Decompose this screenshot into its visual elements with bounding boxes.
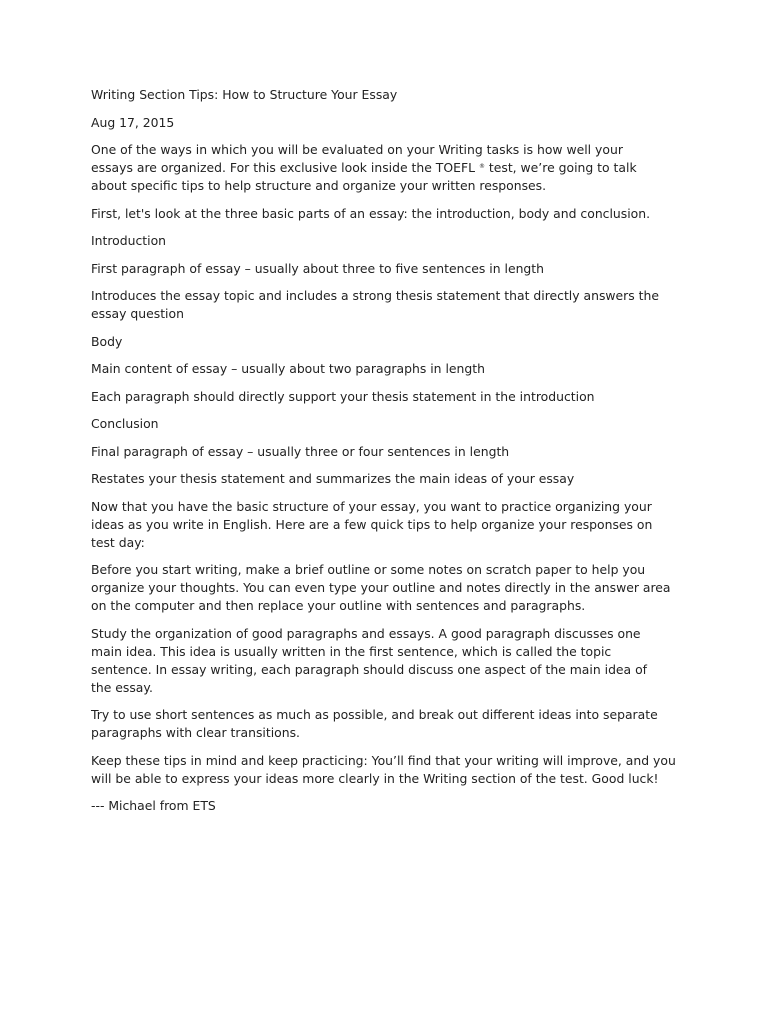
closing-paragraph: Keep these tips in mind and keep practicing: You’ll find that your writing will improve, and you will be able to express your ideas more clearly in the Writing section of the test. Good luck! xyxy=(91,752,676,786)
registered-mark: ® xyxy=(478,163,485,170)
transition-paragraph: Now that you have the basic structure of your essay, you want to practice organizing your ideas as you write in English. Here are a few quick tips to help organize your responses on test day: xyxy=(91,498,653,550)
document-title: Writing Section Tips: How to Structure Your Essay xyxy=(91,87,398,102)
tip-2-paragraph: Study the organization of good paragraphs and essays. A good paragraph discusses one main idea. This idea is usually written in the first sentence, which is called the topic sentence. In essay writing, each paragraph should discuss one aspect of the main idea of the essay. xyxy=(91,625,648,695)
introduction-line-2: Introduces the essay topic and includes a strong thesis statement that directly answers the essay question xyxy=(91,288,660,321)
body-line-1: Main content of essay – usually about two paragraphs in length xyxy=(91,361,485,376)
conclusion-line-1: Final paragraph of essay – usually three or four sentences in length xyxy=(91,443,510,459)
intro-text-before: One of the ways in which you will be evaluated on your Writing tasks is how well your essays are organized. For this exclusive look inside the TOEFL xyxy=(91,142,623,175)
document-date: Aug 17, 2015 xyxy=(91,114,175,130)
conclusion-heading: Conclusion xyxy=(91,416,159,431)
introduction-heading: Introduction xyxy=(91,233,167,248)
intro-paragraph xyxy=(91,141,661,195)
overview-paragraph: First, let's look at the three basic parts of an essay: the introduction, body and conclusion. xyxy=(91,205,651,221)
tip-1-paragraph: Before you start writing, make a brief outline or some notes on scratch paper to help you organize your thoughts. You can even type your outline and notes directly in the answer area on the computer and then replace your outline with sentences and paragraphs. xyxy=(91,562,671,613)
body-heading: Body xyxy=(91,333,123,349)
signature: --- Michael from ETS xyxy=(91,798,216,813)
conclusion-line-2: Restates your thesis statement and summarizes the main ideas of your essay xyxy=(91,471,575,486)
introduction-line-1: First paragraph of essay – usually about three to five sentences in length xyxy=(91,260,545,276)
tip-3-paragraph: Try to use short sentences as much as possible, and break out different ideas into separate paragraphs with clear transitions. xyxy=(91,707,658,740)
body-line-2: Each paragraph should directly support your thesis statement in the introduction xyxy=(91,388,595,404)
document-page xyxy=(91,86,691,825)
intro-text-after: test, we’re going to talk about specific tips to help structure and organize your written responses. xyxy=(91,160,637,193)
